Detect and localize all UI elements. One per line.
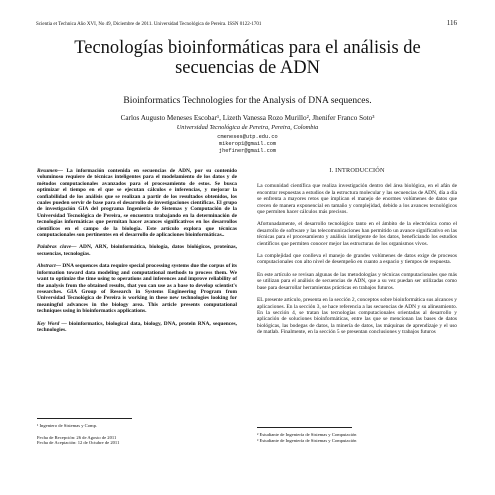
resumen-text: La información contenida en secuencias de ADN, por su contenido voluminoso requiere de técnicas inteligentes para el modelamiento de los datos y de métodos computacionales avanzados para el procesamiento de estos. Se busca optimizar el tiempo en el que se ejecutan cálculos e inferencias, y mejorar la confiabilidad de los análisis que se realizan a partir de los resultados obtenidos, los cuales pueden servir de base para el desarrollo de investigaciones científicas. El grupo de investigación GIA del programa Ingeniería de Sistemas y Computación de la Universidad Tecnológica de Pereira, se encuentra trabajando en la determinación de tecnologías informáticas que permitan hacer avances significativos en los desarrollos científicos en el campo de la biología. Este artículo explora que técnicas computacionales son pertinentes en el desarrollo de aplicaciones bioinformáticas..: [37, 168, 237, 239]
author-list: Carlos Augusto Meneses Escobar¹, Lizeth Vanessa Rozo Murillo², Jhenifer Franco Soto³: [120, 114, 375, 122]
intro-paragraph-4: En este artículo se revisan algunas de las metodologías y técnicas computacionales que más se utilizan para el análisis de secuencias de ADN, que a su vez puedan ser utilizadas como base para desarrollar herramientas prácticas en trabajos futuros.: [257, 271, 457, 291]
page-number: 116: [446, 19, 457, 27]
email-3: jhefiner@gmail.com: [218, 148, 277, 154]
keywords-paragraph: [37, 321, 237, 334]
keywords-label: Key Word: [37, 320, 60, 327]
running-header: [36, 20, 459, 30]
right-footnotes: [257, 427, 367, 443]
palabras-clave-text: ADN, ARN, bioinformática, biología, datos biológicos, proteínas, secuencias, tecnologías.: [37, 244, 237, 257]
abstract-label: Abstract—: [37, 263, 61, 270]
english-title: Bioinformatics Technologies for the Analysis of DNA sequences.: [123, 96, 372, 106]
email-2: mikerop1@gmail.com: [218, 141, 277, 147]
footnote-1: ¹ Ingeniero de Sistemas y Comp.: [37, 423, 98, 428]
journal-line: Scientia et Technica Año XVI, No 49, Diciembre de 2011. Universidad Tecnológica de Pereira. ISSN 0122-1701: [36, 22, 262, 27]
keywords-text: — bioinformatics, biological data, biology, DNA, protein RNA, sequences, technologies.: [37, 320, 238, 333]
footnote-2: ² Estudiante de Ingeniería de Sistemas y Computación: [257, 432, 357, 437]
intro-paragraph-5: EL presente artículo, presenta en la sección 2, conceptos sobre bioinformática sus alcances y aplicaciones. En la sección 3, se hace referencia a las secuencias de ADN y su alineamiento. En la sección 4, se tratan las tecnologías computacionales orientadas al desarrollo y aplicación de soluciones bioinformáticas, entre las que se mencionan las bases de datos biológicas, las bodegas de datos, la minería de datos, las máquinas de aprendizaje y el uso de matlab. Finalmente, en la sección 5 se presentan conclusiones y trabajos futuros: [257, 297, 457, 336]
title-line-2: secuencias de ADN: [175, 58, 320, 78]
intro-paragraph-1: La comunidad científica que realiza investigación dentro del área biológica, en el afán de encontrar respuestas a estudios de la estructura molecular y las secuencias de ADN, día a día se enfrenta a mayores retos que implican el manejo de enormes volúmenes de datos que crecen de manera exponencial en tamaño y complejidad, debido a los avances tecnológicos que permiten hacer cálculos más precisos.: [257, 183, 457, 216]
footnote-rule: [37, 418, 132, 419]
left-column: [37, 168, 237, 339]
resumen-label: Resumen—: [37, 168, 64, 174]
accepted-date: Fecha de Aceptación: 12 de Octubre de 2011: [37, 440, 120, 446]
right-column: [257, 168, 457, 342]
email-list: [40, 134, 455, 155]
intro-paragraph-3: La complejidad que conlleva el manejo de grandes volúmenes de datos exige de procesos computacionales con alto nivel de desempeño en cuanto a espacio y tiempos de respuesta.: [257, 253, 457, 266]
footnote-rule: [257, 427, 352, 428]
affiliation: Universidad Tecnológica de Pereira, Pereira, Colombia: [176, 124, 319, 131]
resumen-paragraph: [37, 168, 237, 238]
palabras-clave-paragraph: [37, 244, 237, 257]
section-heading: I. INTRODUCCIÓN: [329, 167, 385, 174]
received-date: Fecha de Recepción: 26 de Agosto de 2011: [37, 434, 117, 440]
abstract-text: DNA sequences data require special processing systems due the corpus of its information toward data modeling and computational methods to process them. We want to optimize the time using to operations and inferences and improve reliability of the analysis from the obtained results, that you can use as a base to develop scientist's researches. GIA Group of Research in Systems Engineering Program from Universidad Tecnológica de Pereira is working in these new technologies looking for meaningful advances in the biology area. This article presents computational techniques using in bioinformatics applications.: [37, 263, 237, 315]
title-line-1: Tecnologías bioinformáticas para el análisis de: [74, 38, 421, 58]
footnote-3: ³ Estudiante de Ingeniería de Sistemas y Computación: [257, 437, 357, 443]
left-footnotes: [37, 418, 147, 446]
palabras-clave-label: Palabras clave—: [37, 244, 77, 251]
abstract-paragraph: [37, 263, 237, 314]
email-1: cmeneses@utp.edu.co: [217, 134, 278, 140]
paper-title: [40, 38, 455, 78]
intro-paragraph-2: Afortunadamente, el desarrollo tecnológico tanto en el ámbito de la electrónica como el desarrollo de software y las telecomunicaciones han permitido un avance significativo en las técnicas para el procesamiento y análisis inteligente de los datos, beneficiando los estudios científicos que permiten conocer mejor las estructuras de los organismos vivos.: [257, 221, 457, 247]
